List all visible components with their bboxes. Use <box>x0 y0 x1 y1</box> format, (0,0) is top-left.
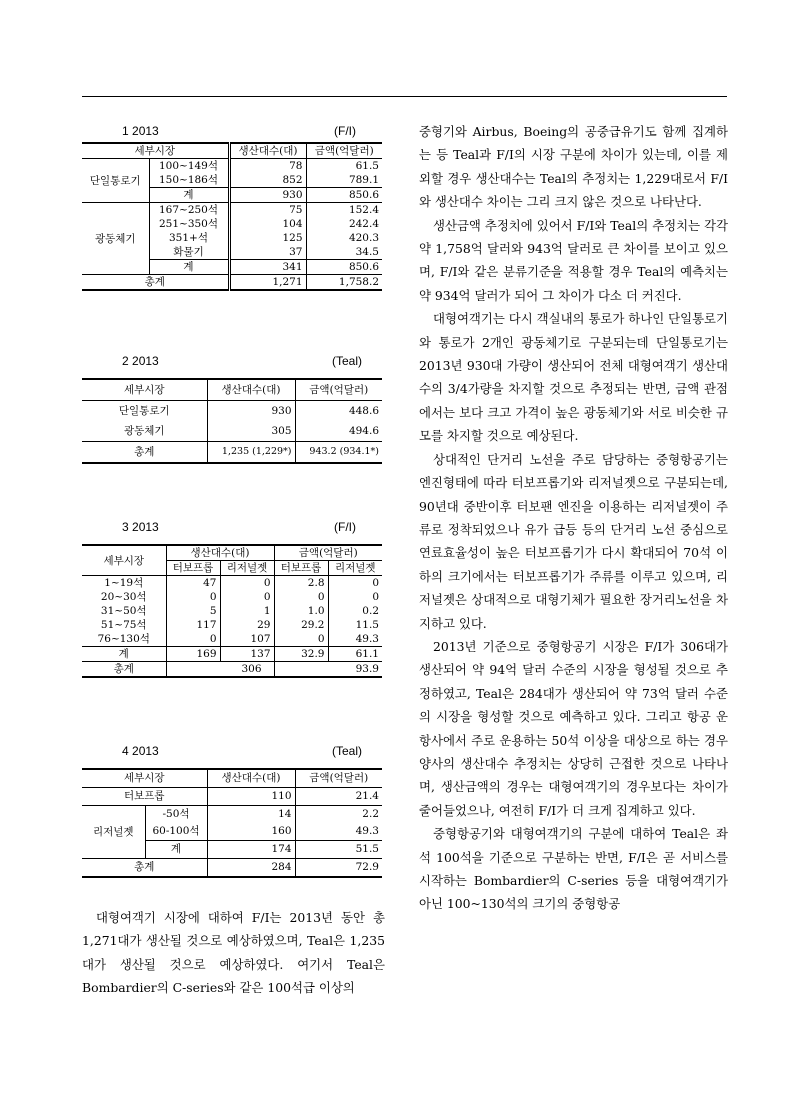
table3-header-tp1: 터보프롭 <box>166 561 220 576</box>
table4-caption <box>82 744 382 762</box>
table2-number: 2 2013 <box>122 354 159 368</box>
table4-total-label: 총계 <box>82 859 207 878</box>
table4-total-amount: 72.9 <box>295 859 382 878</box>
table3-total-amount: 93.9 <box>274 662 382 678</box>
table3-subtotal-label: 계 <box>82 647 166 662</box>
table3-cell: 137 <box>220 647 274 662</box>
table1-total-amount: 1,758.2 <box>306 275 382 291</box>
table2-cell: 305 <box>207 421 295 442</box>
table3-cell: 169 <box>166 647 220 662</box>
table1-group-single: 단일통로기 <box>82 159 149 203</box>
table1-header-units: 생산대수(대) <box>229 143 306 159</box>
table3-cell: 0 <box>274 590 328 604</box>
table1-cell: 계 <box>149 260 229 275</box>
table2-total-units: 1,235 (1,229*) <box>207 442 295 464</box>
table3-header-units: 생산대수(대) <box>166 545 274 561</box>
right-paragraph-1: 중형기와 Airbus, Boeing의 공중급유기도 함께 집계하는 등 Teal과 F/I의 시장 구분에 차이가 있는데, 이를 제외할 경우 생산대수는 Teal의 추정치는 1,229대로서 F/I와 생산대수 차이는 그리 크지 않은 것으로 나타난다. <box>419 124 728 210</box>
right-paragraph-3: 대형여객기는 다시 객실내의 통로가 하나인 단일통로기와 통로가 2개인 광동체기로 구분되는데 단일통로기는 2013년 930대 가량이 생산되어 전체 대형여객기 생산대수의 3/4가량을 차지할 것으로 추정되는 반면, 금액 관점에서는 보다 크고 가격이 높은 광동체기와 서로 비슷한 규모를 차지할 것으로 예상된다. <box>419 311 728 444</box>
table3-cell: 0 <box>166 632 220 647</box>
table3-cell: 76~130석 <box>97 633 150 645</box>
table4-cell: 174 <box>207 841 295 859</box>
table2-cell: 930 <box>207 401 295 422</box>
table1-cell: 152.4 <box>306 203 382 218</box>
table4-turboprop-label: 터보프롭 <box>82 788 207 806</box>
table1-cell: 104 <box>229 217 306 231</box>
table4-header-units: 생산대수(대) <box>207 769 295 788</box>
table1-cell: 150~186석 <box>149 173 229 188</box>
table1-block <box>82 124 382 314</box>
right-paragraph-6: 중형항공기와 대형여객기의 구분에 대하여 Teal은 좌석 100석을 기준으로 구분하는 반면, F/I은 곧 서비스를 시작하는 Bombardier의 C-series 등을 대형여객기가 아닌 100~130석의 크기의 중형항공 <box>419 826 728 912</box>
table1-cell: 75 <box>229 203 306 218</box>
table3-cell: 29.2 <box>274 618 328 632</box>
table3-cell: 117 <box>166 618 220 632</box>
table1-header-amount: 금액(억달러) <box>306 143 382 159</box>
table2-cell: 단일통로기 <box>118 405 170 417</box>
table3-cell: 2.8 <box>274 576 328 591</box>
table2 <box>82 378 382 464</box>
right-column <box>419 120 728 916</box>
table2-header-seg: 세부시장 <box>82 379 207 401</box>
table4-cell: 계 <box>145 841 207 859</box>
table1-cell: 화물기 <box>149 245 229 260</box>
table1-source: (F/I) <box>334 124 356 138</box>
table1-cell: 78 <box>229 159 306 174</box>
table1-header-seg: 세부시장 <box>82 143 229 159</box>
table3-cell: 51~75석 <box>100 619 147 631</box>
table3-number: 3 2013 <box>122 520 159 534</box>
table4-cell: 110 <box>207 788 295 806</box>
table3-cell: 32.9 <box>274 647 328 662</box>
table4-cell: 51.5 <box>295 841 382 859</box>
table1-cell: 852 <box>229 173 306 188</box>
table3-cell: 1~19석 <box>104 577 144 589</box>
right-paragraph-5: 2013년 기준으로 중형항공기 시장은 F/I가 306대가 생산되어 약 94억 달러 수준의 시장을 형성될 것으로 추정하였고, Teal은 284대가 생산되어 약 73억 달러 수준의 시장을 형성할 것으로 예측하고 있다. 그리고 항공 운항사에서 주로 운용하는 50석 이상을 대상으로 하는 경우 양사의 생산대수 추정치는 상당히 근접한 것으로 나타나며, 생산금액의 경우는 대형여객기의 경우보다는 차이가 줄어들었으나, 여전히 F/I가 더 크게 집계하고 있다. <box>419 638 728 818</box>
table1-cell: 167~250석 <box>149 203 229 218</box>
table2-header-units: 생산대수(대) <box>207 379 295 401</box>
table4-cell: 60-100석 <box>145 823 207 841</box>
left-paragraph: 대형여객기 시장에 대하여 F/I는 2013년 동안 총 1,271대가 생산될 것으로 예상하였으며, Teal은 1,235대가 생산될 것으로 예상하였다. 여기서 Teal은 Bombardier의 C-series와 같은 100석급 이상의 <box>82 910 385 996</box>
table3-cell: 29 <box>220 618 274 632</box>
table3-header-seg: 세부시장 <box>82 545 166 576</box>
table1-number: 1 2013 <box>122 124 159 138</box>
table4-cell: -50석 <box>145 806 207 824</box>
table3-cell: 0 <box>220 576 274 591</box>
right-paragraph-4: 상대적인 단거리 노선을 주로 담당하는 중형항공기는 엔진형태에 따라 터보프롭기와 리저널젯으로 구분되는데, 90년대 중반이후 터보팬 엔진을 이용하는 리저널젯이 주류로 정착되었으나 유가 급등 등의 단거리 노선 중심으로 연료효율성이 높은 터보프롭기가 다시 확대되어 70석 이하의 크기에서는 터보프롭기가 주류를 이루고 있으며, 리저널젯은 상대적으로 대형기체가 필요한 장거리노선을 차지하고 있다. <box>419 451 728 631</box>
table4-cell: 2.2 <box>295 806 382 824</box>
table2-total-amount: 943.2 (934.1*) <box>295 442 382 464</box>
table3-header-rj1: 리저널젯 <box>220 561 274 576</box>
table2-block <box>82 354 382 464</box>
table3-header-tp2: 터보프롭 <box>274 561 328 576</box>
table3-cell: 0 <box>328 590 382 604</box>
table1 <box>82 142 382 291</box>
table1-cell: 930 <box>229 188 306 203</box>
table1-cell: 37 <box>229 245 306 260</box>
table3-total-units: 306 <box>166 662 274 678</box>
table3 <box>82 544 382 678</box>
table3-header-amount: 금액(억달러) <box>274 545 382 561</box>
table1-cell: 100~149석 <box>149 159 229 174</box>
table3-header-rj2: 리저널젯 <box>328 561 382 576</box>
table3-cell: 0.2 <box>328 604 382 618</box>
table4 <box>82 768 382 878</box>
table4-cell: 160 <box>207 823 295 841</box>
table4-cell: 21.4 <box>295 788 382 806</box>
table3-cell: 1 <box>220 604 274 618</box>
table4-total-units: 284 <box>207 859 295 878</box>
table2-caption <box>82 354 382 372</box>
table1-cell: 850.6 <box>306 188 382 203</box>
table1-cell: 61.5 <box>306 159 382 174</box>
table1-cell: 125 <box>229 231 306 245</box>
table3-cell: 20~30석 <box>100 591 147 603</box>
table1-cell: 351+석 <box>149 231 229 245</box>
table3-cell: 1.0 <box>274 604 328 618</box>
table4-header-amount: 금액(억달러) <box>295 769 382 788</box>
table1-cell: 789.1 <box>306 173 382 188</box>
table4-header-seg: 세부시장 <box>82 769 207 788</box>
table2-cell: 448.6 <box>295 401 382 422</box>
table4-cell: 14 <box>207 806 295 824</box>
table3-cell: 31~50석 <box>100 605 147 617</box>
table3-cell: 47 <box>166 576 220 591</box>
table4-source: (Teal) <box>331 744 362 758</box>
left-column <box>82 124 382 878</box>
table3-total-label: 총계 <box>82 662 166 678</box>
table1-cell: 34.5 <box>306 245 382 260</box>
table3-cell: 0 <box>220 590 274 604</box>
table3-cell: 0 <box>274 632 328 647</box>
table4-number: 4 2013 <box>122 744 159 758</box>
table3-cell: 11.5 <box>328 618 382 632</box>
table1-total-units: 1,271 <box>229 275 306 291</box>
table2-source: (Teal) <box>331 354 362 368</box>
table4-group-rj: 리저널젯 <box>82 806 145 859</box>
table1-cell: 341 <box>229 260 306 275</box>
table1-cell: 420.3 <box>306 231 382 245</box>
table2-cell: 494.6 <box>295 421 382 442</box>
table2-total-label: 총계 <box>82 442 207 464</box>
table3-cell: 0 <box>166 590 220 604</box>
table3-cell: 61.1 <box>328 647 382 662</box>
table1-cell: 계 <box>149 188 229 203</box>
table3-cell: 107 <box>220 632 274 647</box>
table1-total-label: 총계 <box>82 275 229 291</box>
table4-block <box>82 744 382 878</box>
table2-cell: 광동체기 <box>123 425 165 437</box>
table3-cell: 49.3 <box>328 632 382 647</box>
table4-cell: 49.3 <box>295 823 382 841</box>
table3-caption <box>82 520 382 538</box>
table2-header-amount: 금액(억달러) <box>295 379 382 401</box>
table1-cell: 242.4 <box>306 217 382 231</box>
table1-caption <box>82 124 382 142</box>
table1-group-wide: 광동체기 <box>82 203 149 275</box>
right-paragraph-2: 생산금액 추정치에 있어서 F/I와 Teal의 추정치는 각각 약 1,758억 달러와 943억 달러로 큰 차이를 보이고 있으며, F/I와 같은 분류기준을 적용할 경우 Teal의 예측치는 약 934억 달러가 되어 그 차이가 다소 더 커진다. <box>419 217 728 303</box>
table1-cell: 850.6 <box>306 260 382 275</box>
table1-cell: 251~350석 <box>149 217 229 231</box>
table3-cell: 5 <box>166 604 220 618</box>
table3-block <box>82 520 382 690</box>
table3-source: (F/I) <box>334 520 356 534</box>
table3-cell: 0 <box>328 576 382 591</box>
header-rule <box>82 96 727 97</box>
